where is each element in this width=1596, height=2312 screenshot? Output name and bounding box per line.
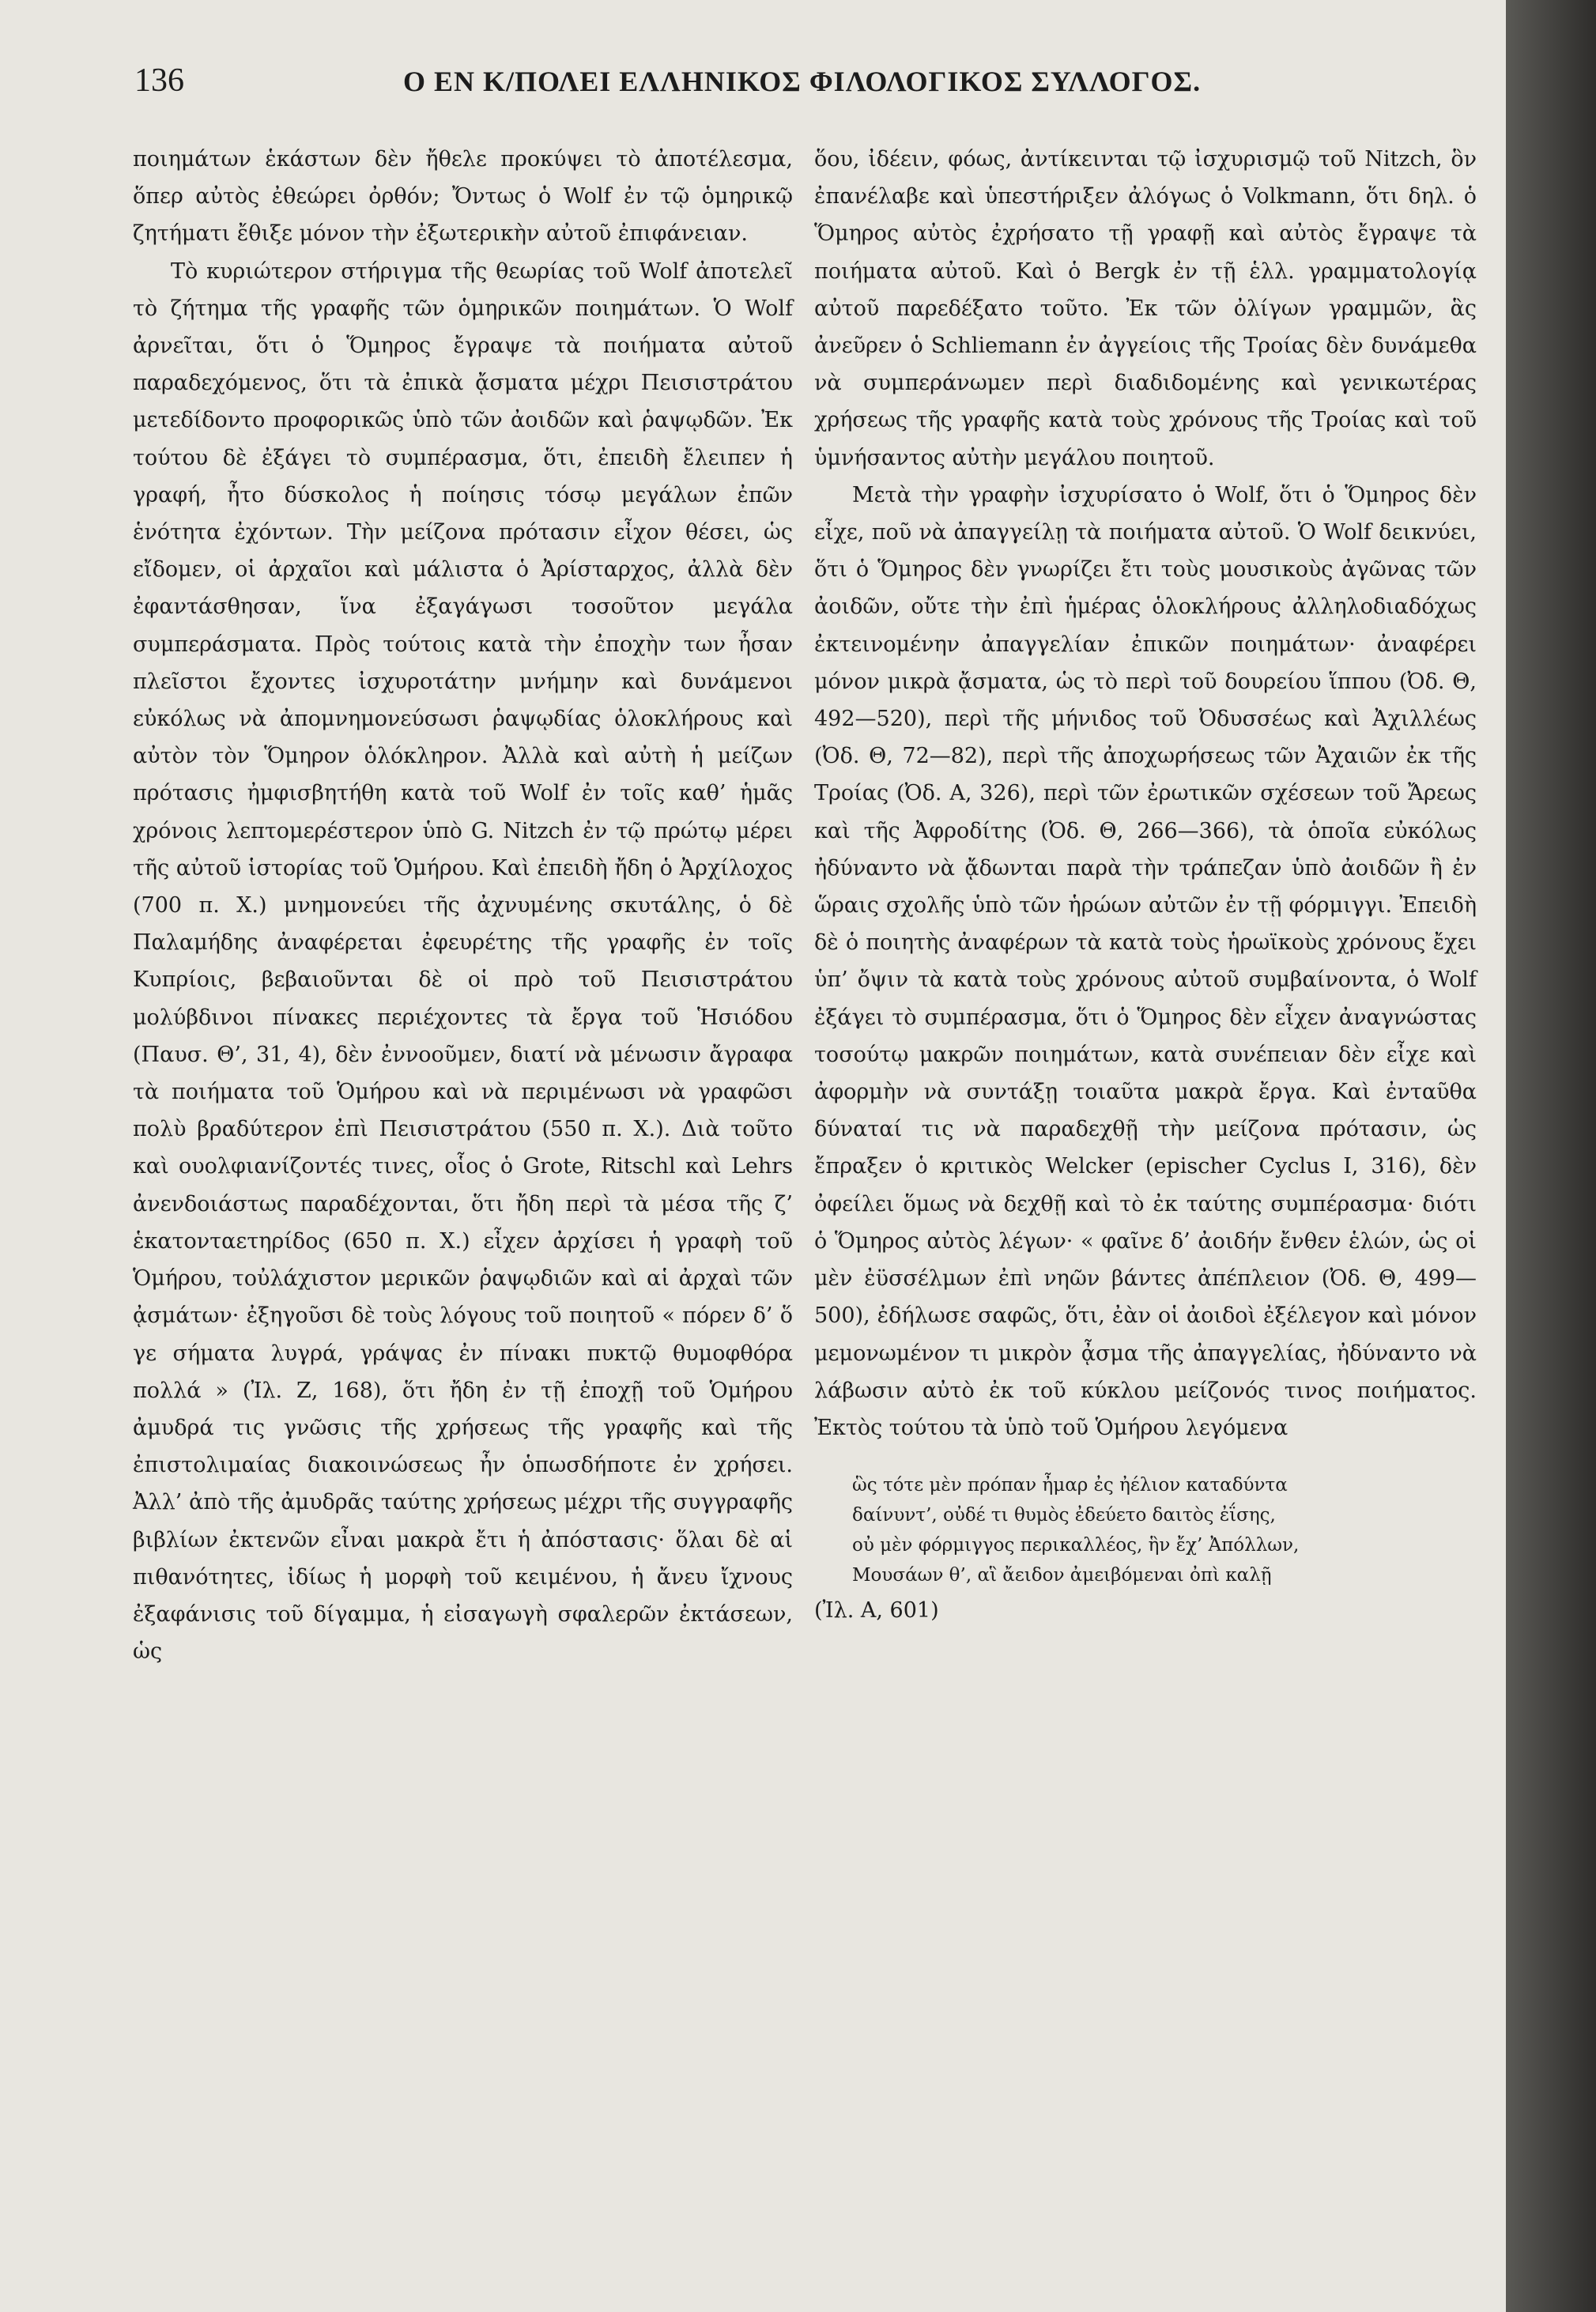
running-head: Ο ΕΝ Κ/ΠΟΛΕΙ ΕΛΛΗΝΙΚΟΣ ΦΙΛΟΛΟΓΙΚΟΣ ΣΥΛΛΟΓΟΣ. [403, 66, 1202, 97]
page-number: 136 [134, 62, 184, 99]
quote-line: Μουσάων θ’, αἳ ἄειδον ἀμειβόμεναι ὀπὶ καλῇ [852, 1565, 1272, 1586]
quote-line: οὐ μὲν φόρμιγγος περικαλλέος, ἣν ἔχ’ Ἀπόλλων, [852, 1535, 1300, 1556]
quote-line: δαίνυντ’, οὐδέ τι θυμὸς ἐδεύετο δαιτὸς ἐΐσης, [852, 1505, 1276, 1526]
left-column [133, 141, 793, 1670]
right-paragraph-2: Μετὰ τὴν γραφὴν ἰσχυρίσατο ὁ Wolf, ὅτι ὁ Ὅμηρος δὲν εἶχε, ποῦ νὰ ἀπαγγείλῃ τὰ ποιήματα αὐτοῦ. Ὁ Wolf δεικνύει, ὅτι ὁ Ὅμηρος δὲν γνωρίζει ἔτι τοὺς μουσικοὺς ἀγῶνας τῶν ἀοιδῶν, οὔτε τὴν ἐπὶ ἡμέρας ὁλοκλήρους ἀλληλοδιαδόχως ἐκτεινομένην ἀπαγγελίαν ἐπικῶν ποιημάτων· ἀναφέρει μόνον μικρὰ ᾄσματα, ὡς τὸ περὶ τοῦ δουρείου ἵππου (Ὀδ. Θ, 492—520), περὶ τῆς μήνιδος τοῦ Ὀδυσσέως καὶ Ἀχιλλέως (Ὀδ. Θ, 72—82), περὶ τῆς ἀποχωρήσεως τῶν Ἀχαιῶν ἐκ τῆς Τροίας (Ὀδ. Α, 326), περὶ τῶν ἐρωτικῶν σχέσεων τοῦ Ἄρεως καὶ τῆς Ἀφροδίτης (Ὀδ. Θ, 266—366), τὰ ὁποῖα εὐκόλως ἠδύναντο νὰ ᾄδωνται παρὰ τὴν τράπεζαν ὑπὸ ἀοιδῶν ἢ ἐν ὥραις σχολῆς ὑπὸ τῶν ἡρώων αὐτῶν ἐν τῇ φόρμιγγι. Ἐπειδὴ δὲ ὁ ποιητὴς ἀναφέρων τὰ κατὰ τοὺς ἡρωϊκοὺς χρόνους ἔχει ὑπ’ ὄψιν τὰ κατὰ τοὺς χρόνους αὐτοῦ συμβαίνοντα, ὁ Wolf ἐξάγει τὸ συμπέρασμα, ὅτι ὁ Ὅμηρος δὲν εἶχεν ἀναγνώστας τοσούτῳ μακρῶν ποιημάτων, κατὰ συνέπειαν δὲν εἶχε καὶ ἀφορμὴν νὰ συντάξῃ τοιαῦτα μακρὰ ἔργα. Καὶ ἐνταῦθα δύναταί τις νὰ παραδεχθῇ τὴν μείζονα πρότασιν, ὡς ἔπραξεν ὁ κριτικὸς Welcker (epischer Cyclus I, 316), δὲν ὀφείλει ὅμως νὰ δεχθῇ καὶ τὸ ἐκ ταύτης συμπέρασμα· διότι ὁ Ὅμηρος αὐτὸς λέγων· « φαῖνε δ’ ἀοιδήν ἔνθεν ἑλών, ὡς οἱ μὲν ἐϋσσέλμων ἐπὶ νηῶν βάντες ἀπέπλειον (Ὀδ. Θ, 499—500), ἐδήλωσε σαφῶς, ὅτι, ἐὰν οἱ ἀοιδοὶ ἐξέλεγον καὶ μόνον μεμονωμένον τι μικρὸν ᾆσμα τῆς ἀπαγγελίας, ἠδύναντο νὰ λάβωσιν αὐτὸ ἐκ τοῦ κύκλου μείζονός τινος ποιήματος. Ἐκτὸς τούτου τὰ ὑπὸ τοῦ Ὁμήρου λεγόμενα [814, 482, 1477, 1440]
quote-reference: (Ἰλ. Α, 601) [814, 1598, 939, 1624]
page-edge-shadow [1506, 0, 1596, 2312]
left-paragraph-2: Τὸ κυριώτερον στήριγμα τῆς θεωρίας τοῦ Wolf ἀποτελεῖ τὸ ζήτημα τῆς γραφῆς τῶν ὁμηρικῶν ποιημάτων. Ὁ Wolf ἀρνεῖται, ὅτι ὁ Ὅμηρος ἔγραψε τὰ ποιήματα αὐτοῦ παραδεχόμενος, ὅτι τὰ ἐπικὰ ᾄσματα μέχρι Πεισιστράτου μετεδίδοντο προφορικῶς ὑπὸ τῶν ἀοιδῶν καὶ ῥαψῳδῶν. Ἐκ τούτου δὲ ἐξάγει τὸ συμπέρασμα, ὅτι, ἐπειδὴ ἔλειπεν ἡ γραφή, ἦτο δύσκολος ἡ ποίησις τόσῳ μεγάλων ἐπῶν ἑνότητα ἐχόντων. Τὴν μείζονα πρότασιν εἶχον θέσει, ὡς εἴδομεν, οἱ ἀρχαῖοι καὶ μάλιστα ὁ Ἀρίσταρχος, ἀλλὰ δὲν ἐφαντάσθησαν, ἵνα ἐξαγάγωσι τοσοῦτον μεγάλα συμπεράσματα. Πρὸς τούτοις κατὰ τὴν ἐποχὴν των ἦσαν πλεῖστοι ἔχοντες ἰσχυροτάτην μνήμην καὶ δυνάμενοι εὐκόλως νὰ ἀπομνημονεύσωσι ῥαψῳδίας ὁλοκλήρους καὶ αὐτὸν τὸν Ὅμηρον ὁλόκληρον. Ἀλλὰ καὶ αὐτὴ ἡ μείζων πρότασις ἠμφισβητήθη κατὰ τοῦ Wolf ἐν τοῖς καθ’ ἡμᾶς χρόνοις λεπτομερέστερον ὑπὸ G. Nitzch ἐν τῷ πρώτῳ μέρει τῆς αὐτοῦ ἱστορίας τοῦ Ὁμήρου. Καὶ ἐπειδὴ ἤδη ὁ Ἀρχίλοχος (700 π. Χ.) μνημονεύει τῆς ἀχνυμένης σκυτάλης, ὁ δὲ Παλαμήδης ἀναφέρεται ἐφευρέτης τῆς γραφῆς ἐν τοῖς Κυπρίοις, βεβαιοῦνται δὲ οἱ πρὸ τοῦ Πεισιστράτου μολύβδινοι πίνακες περιέχοντες τὰ ἔργα τοῦ Ἡσιόδου (Παυσ. Θ’, 31, 4), δὲν ἐννοοῦμεν, διατί νὰ μένωσιν ἄγραφα τὰ ποιήματα τοῦ Ὁμήρου καὶ νὰ περιμένωσι νὰ γραφῶσι πολὺ βραδύτερον ἐπὶ Πεισιστράτου (550 π. Χ.). Διὰ τοῦτο καὶ ουολφιανίζοντές τινες, οἷος ὁ Grote, Ritschl καὶ Lehrs ἀνενδοιάστως παραδέχονται, ὅτι ἤδη περὶ τὰ μέσα τῆς ζ’ ἑκατονταετηρίδος (650 π. Χ.) εἶχεν ἀρχίσει ἡ γραφὴ τοῦ Ὁμήρου, τοὐλάχιστον μερικῶν ῥαψῳδιῶν καὶ αἱ ἀρχαὶ τῶν ᾀσμάτων· ἐξηγοῦσι δὲ τοὺς λόγους τοῦ ποιητοῦ « πόρεν δ’ ὅ γε σήματα λυγρά, γράψας ἐν πίνακι πυκτῷ θυμοφθόρα πολλά » (Ἰλ. Ζ, 168), ὅτι ἤδη ἐν τῇ ἐποχῇ τοῦ Ὁμήρου ἀμυδρά τις γνῶσις τῆς χρήσεως τῆς γραφῆς καὶ τῆς ἐπιστολιμαίας διακοινώσεως ἦν ὁπωσδήποτε ἐν χρήσει. Ἀλλ’ ἀπὸ τῆς ἀμυδρᾶς ταύτης χρήσεως μέχρι τῆς συγγραφῆς βιβλίων ἐκτενῶν εἶναι μακρὰ ἔτι ἡ ἀπόστασις· ὅλαι δὲ αἱ πιθανότητες, ἰδίως ἡ μορφὴ τοῦ κειμένου, ἡ ἄνευ ἴχνους ἐξαφάνισις τοῦ δίγαμμα, ἡ εἰσαγωγὴ σφαλερῶν ἐκτάσεων, ὡς [133, 258, 793, 1665]
left-paragraph-1: ποιημάτων ἑκάστων δὲν ἤθελε προκύψει τὸ ἀποτέλεσμα, ὅπερ αὐτὸς ἐθεώρει ὀρθόν; Ὄντως ὁ Wolf ἐν τῷ ὁμηρικῷ ζητήματι ἔθιξε μόνον τὴν ἐξωτερικὴν αὐτοῦ ἐπιφάνειαν. [133, 147, 793, 247]
quote-line: ὣς τότε μὲν πρόπαν ἦμαρ ἐς ἠέλιον καταδύντα [852, 1475, 1288, 1496]
homer-quotation [852, 1470, 1477, 1590]
right-paragraph-1: ὅου, ἰδέειν, φόως, ἀντίκεινται τῷ ἰσχυρισμῷ τοῦ Nitzch, ὃν ἐπανέλαβε καὶ ὑπεστήριξεν ἀλόγως ὁ Volkmann, ὅτι δηλ. ὁ Ὅμηρος αὐτὸς ἐχρήσατο τῇ γραφῇ καὶ αὐτὸς ἔγραψε τὰ ποιήματα αὐτοῦ. Καὶ ὁ Bergk ἐν τῇ ἑλλ. γραμματολογίᾳ αὐτοῦ παρεδέξατο τοῦτο. Ἐκ τῶν ὀλίγων γραμμῶν, ἃς ἀνεῦρεν ὁ Schliemann ἐν ἀγγείοις τῆς Τροίας δὲν δυνάμεθα νὰ συμπεράνωμεν περὶ διαδιδομένης καὶ γενικωτέρας χρήσεως τῆς γραφῆς κατὰ τοὺς χρόνους τῆς Τροίας καὶ τοῦ ὑμνήσαντος αὐτὴν μεγάλου ποιητοῦ. [814, 147, 1477, 470]
page-header [134, 62, 1225, 109]
right-column [814, 141, 1477, 1627]
